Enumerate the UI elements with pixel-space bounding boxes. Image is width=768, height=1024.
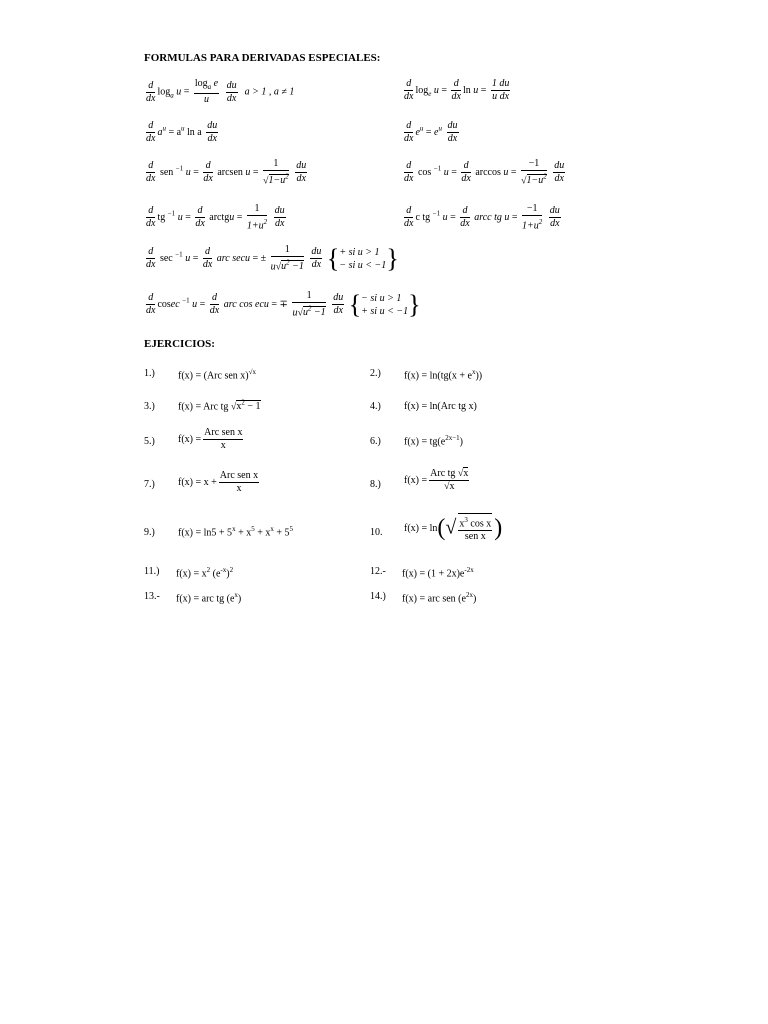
exercise-6: $f(x) = tg(e^{2x-1})$ [404,434,463,448]
exercise-number: 11.) [144,566,160,577]
formula-arcsen: $\frac{d}{dx}$ sen $^{-1}$ u = $\frac{d}{dx}$ arcsen u = $\frac{1}{√1-u^2}$ $\frac{du}{dx}$ [146,158,307,187]
exercise-number: 6.) [370,436,381,447]
formula-arcctg: $\frac{d}{dx}$ c tg $^{-1}$ u = $\frac{d}{dx}$ arcc tg u = $\frac{-1}{1+u^2}$ $\frac{du}{dx}$ [404,203,560,232]
exercise-4: f(x) = ln(Arc tg x) [404,401,477,412]
exercise-3: f(x) = Arc tg $√x^2 - 1$ [178,399,261,413]
exercise-13: f(x) = arc tg $(e^x)$ [176,591,242,605]
exercise-number: 4.) [370,401,381,412]
formula-arcsec: $\frac{d}{dx}$ sec $^{-1}$ u = $\frac{d}{dx}$ arc secu = ± $\frac{1}{u√u^2 -1}$ $\frac{du}{dx}$ {+ si u > 1 − si u < −1} [146,243,399,273]
exercises-title: EJERCICIOS: [144,338,215,350]
exercise-number: 1.) [144,368,155,379]
page-title: FORMULAS PARA DERIVADAS ESPECIALES: [144,52,381,64]
exercise-11: $f(x) = x^2$ $(e^{-x})^2$ [176,566,234,580]
exercise-9: $f(x) = \ln 5 + 5^x + x^5 + x^x + 5^5$ [178,525,293,539]
exercise-1: f(x) = (Arc sen x)$^{√x}$ [178,368,256,382]
exercise-number: 3.) [144,401,155,412]
exercise-7: f(x) = x + $\frac{\text{Arc sen x}}{x}$ [178,470,259,494]
exercise-10: f(x) = ln(√ $\frac{x^3 \cos x}{\text{sen x}}$ ) [404,513,502,543]
formula-log-e: $\frac{d}{dx}$ $\log_e u$ = $\frac{d}{dx}$ ln u = $\frac{1 du}{\text{u dx}}$ [404,78,510,102]
exercise-number: 12.- [370,566,386,577]
exercise-12: $f(x) = (1 + 2x)e^{-2x}$ [402,566,474,580]
formula-exp-e: $\frac{d}{dx}$ $e^u = e^u$ $\frac{du}{dx}$ [404,120,458,144]
formula-arccos: $\frac{d}{dx}$ cos $^{-1}$ u = $\frac{d}{dx}$ arccos u = $\frac{-1}{√1-u^2}$ $\frac{du}{dx}$ [404,158,565,187]
exercise-number: 9.) [144,527,155,538]
exercise-number: 8.) [370,479,381,490]
exercise-number: 7.) [144,479,155,490]
exercise-number: 2.) [370,368,381,379]
formula-arctg: $\frac{d}{dx}$ tg $^{-1}$ u = $\frac{d}{dx}$ arctgu = $\frac{1}{1+u^2}$ $\frac{du}{dx}$ [146,203,285,232]
formula-log-a: $\frac{d}{dx}$ $\log_a u$ = $\frac{\log_a e}{u}$ $\frac{du}{dx}$ a > 1 , a ≠ 1 [146,78,295,105]
exercise-2: $f(x) = \ln(tg(x + e^x))$ [404,368,483,382]
exercise-number: 5.) [144,436,155,447]
exercise-number: 13.- [144,591,160,602]
exercise-5: f(x) = $\frac{\text{Arc sen x}}{x}$ [178,427,243,451]
exercise-number: 10. [370,527,383,538]
formula-arccosec: $\frac{d}{dx}$ cosec $^{-1}$ u = $\frac{d}{dx}$ arc cos ecu = ∓ $\frac{1}{u√u^2 -1}$ $\frac{du}{dx}$ {− si u > 1 + si u < −1} [146,289,421,319]
exercise-number: 14.) [370,591,386,602]
exercise-8: f(x) = $\frac{\text{Arc tg √x}}{√x}$ [404,468,469,492]
exercise-14: f(x) = arc sen $(e^{2x})$ [402,591,477,605]
formula-exp-a: $\frac{d}{dx}$ $a^u = a^u$ ln a $\frac{du}{dx}$ [146,120,218,144]
